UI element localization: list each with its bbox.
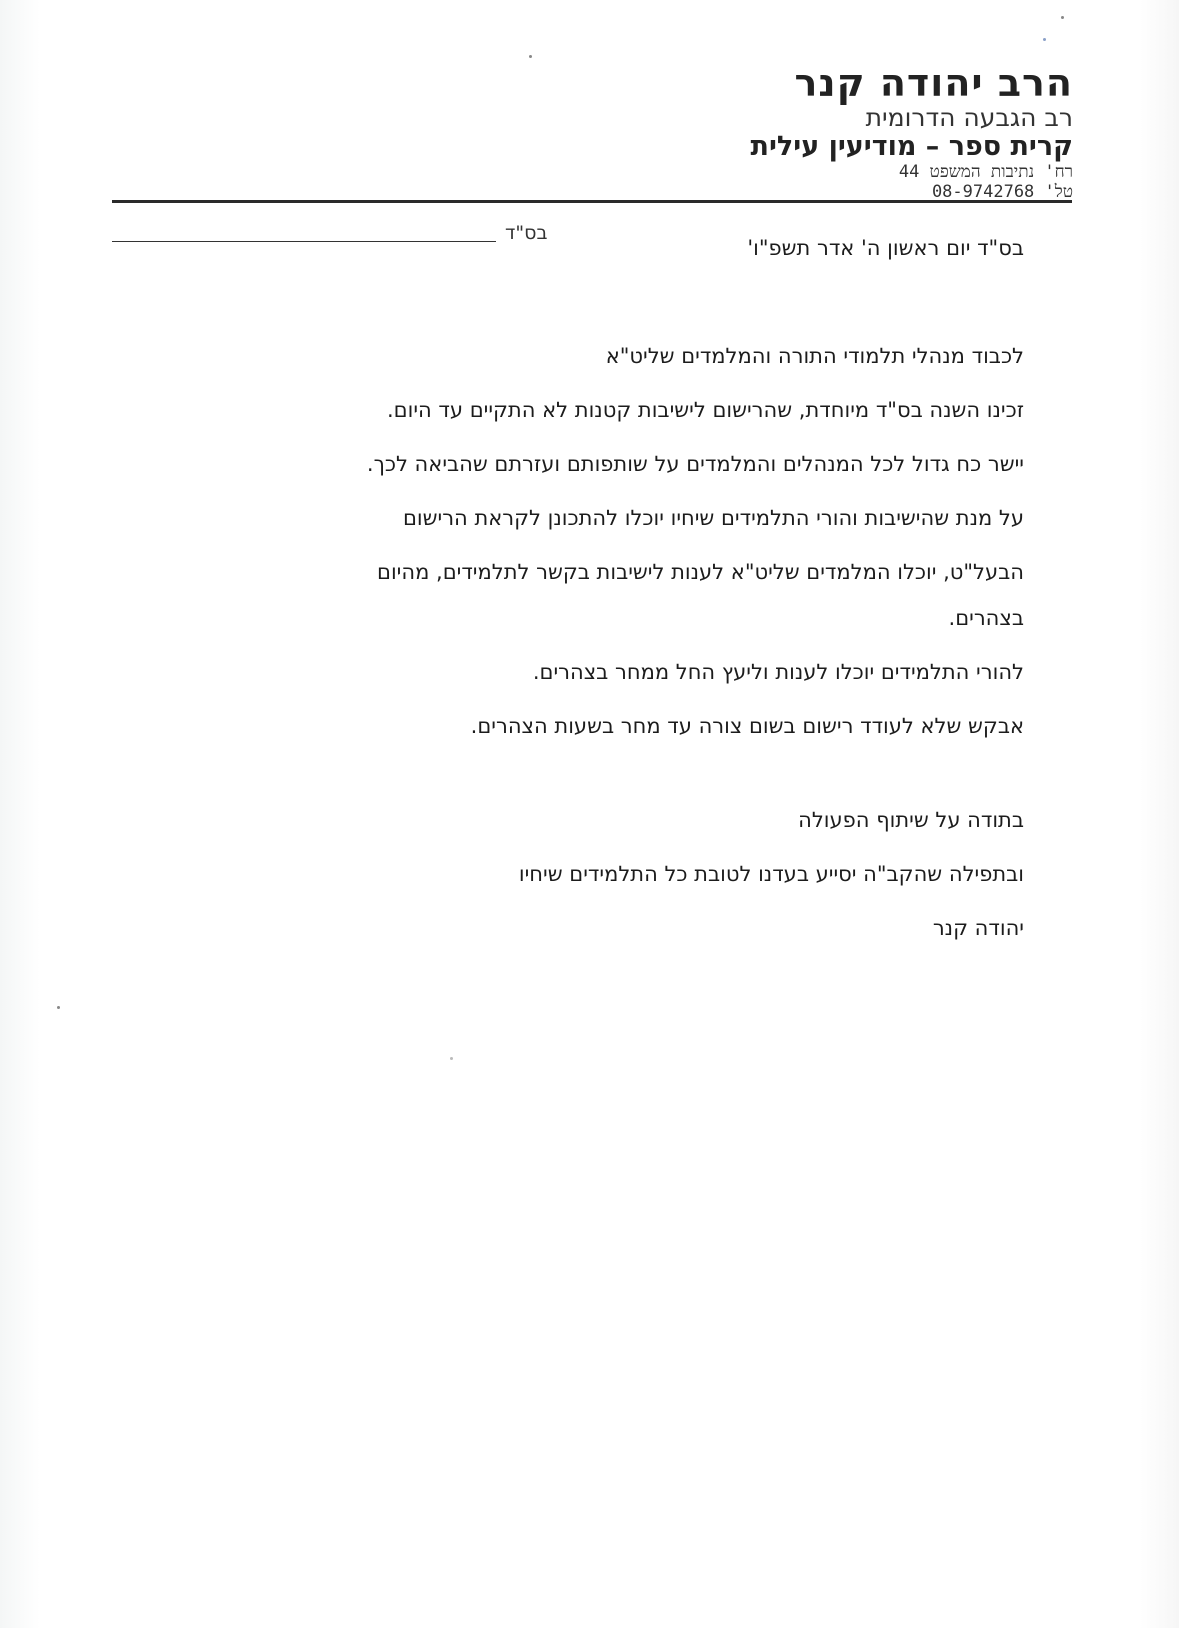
header-bsd: בס"ד: [505, 222, 548, 244]
paragraph-line: הבעל"ט, יוכלו המלמדים שליט"א לענות לישיבות בקשר לתלמידים, מהיום: [377, 560, 1024, 584]
paragraph-line: בצהרים.: [948, 606, 1024, 630]
paragraph-line: זכינו השנה בס"ד מיוחדת, שהרישום לישיבות קטנות לא התקיים עד היום.: [387, 398, 1024, 422]
paragraph-line: יישר כח גדול לכל המנהלים והמלמדים על שותפותם ועזרתם שהביאה לכך.: [366, 452, 1024, 476]
scan-speck: [57, 1006, 60, 1009]
paragraph-line: להורי התלמידים יוכלו לענות וליעץ החל ממחר בצהרים.: [532, 660, 1024, 684]
letterhead-divider: [112, 200, 1072, 203]
letterhead-title: רב הגבעה הדרומית: [865, 103, 1073, 132]
scan-speck: [529, 55, 532, 58]
letterhead-city: קרית ספר – מודיעין עילית: [750, 131, 1073, 162]
closing-thanks: בתודה על שיתוף הפעולה: [798, 808, 1024, 832]
scan-speck: [450, 1057, 453, 1060]
signature-name: יהודה קנר: [932, 916, 1024, 940]
paragraph-line: אבקש שלא לעודד רישום בשום צורה עד מחר בשעות הצהרים.: [470, 714, 1024, 738]
letterhead-phone: טל' 08-9742768: [931, 182, 1073, 202]
scan-speck: [1043, 38, 1046, 41]
date-line: בס"ד יום ראשון ה' אדר תשפ"ו': [747, 236, 1024, 260]
date-blank-line: [112, 241, 496, 242]
closing-prayer: ובתפילה שהקב"ה יסייע בעדנו לטובת כל התלמידים שיחיו: [518, 862, 1024, 886]
scan-speck: [1061, 16, 1064, 19]
letterhead-address: רח' נתיבות המשפט 44: [898, 162, 1073, 182]
salutation: לכבוד מנהלי תלמודי התורה והמלמדים שליט"א: [605, 344, 1024, 368]
letterhead: [513, 62, 1073, 202]
letterhead-name: הרב יהודה קנר: [794, 61, 1073, 105]
paragraph-line: על מנת שהישיבות והורי התלמידים שיחיו יוכלו להתכונן לקראת הרישום: [402, 506, 1024, 530]
